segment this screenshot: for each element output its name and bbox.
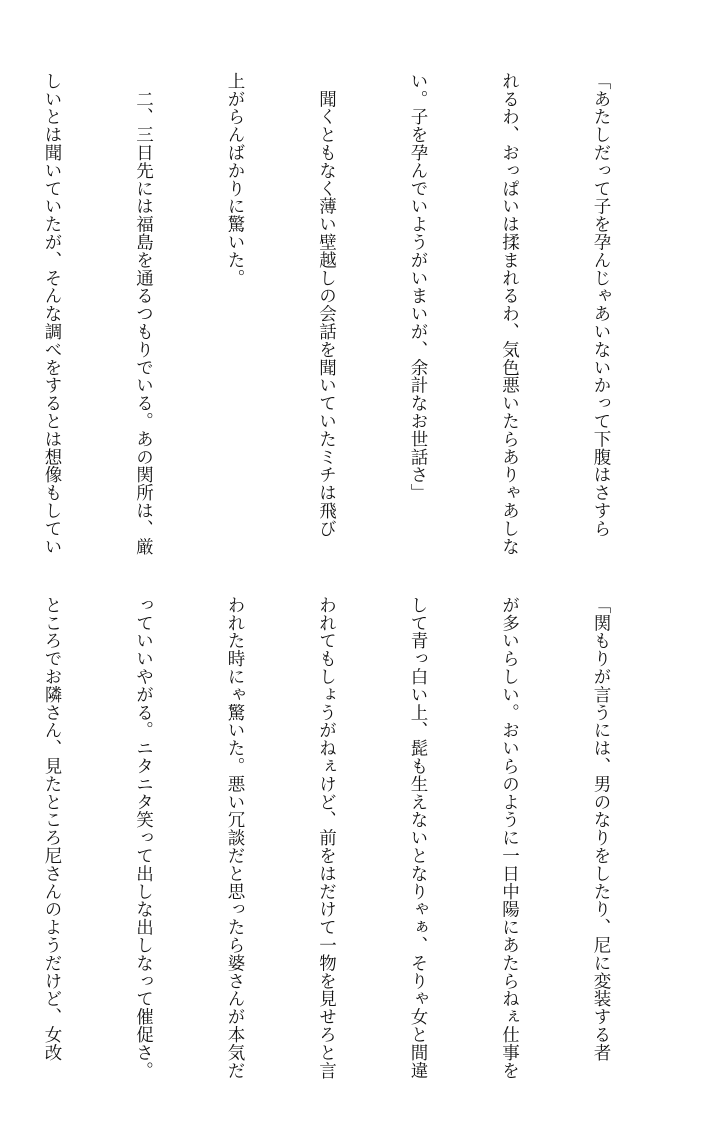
text-column: っていいやがる。ニタニタ笑って出しな出しなって催促さ。 bbox=[133, 596, 154, 1080]
text-column: われた時にゃ驚いた。悪い冗談だと思ったら婆さんが本気だ bbox=[225, 596, 245, 1080]
text-block-upper bbox=[17, 72, 677, 556]
text-column: われてもしょうがねぇけど、前をはだけて一物を見せろと言 bbox=[316, 596, 337, 1080]
text-column: 二、三日先には福島を通るつもりでいる。あの関所は、厳 bbox=[133, 72, 154, 556]
text-column: ところでお隣さん、見たところ尼さんのようだけど、女改 bbox=[42, 596, 62, 1062]
text-column: 上がらんばかりに驚いた。 bbox=[225, 72, 245, 287]
text-column: しいとは聞いていたが、そんな調べをするとは想像もしてい bbox=[42, 72, 62, 556]
text-column: 聞くともなく薄い壁越しの会話を聞いていたミチは飛び bbox=[316, 72, 337, 538]
text-column: 「関もりが言うには、男のなりをしたり、尼に変装する者 bbox=[591, 596, 611, 1062]
text-column: して青っ白い上、髭も生えないとなりゃぁ、そりゃ女と間違 bbox=[408, 596, 428, 1080]
text-column: 「あたしだって子を孕んじゃあいないかって下腹はさすら bbox=[591, 72, 611, 538]
text-block-lower bbox=[42, 596, 677, 1080]
text-column: が多いらしい。おいらのように一日中陽にあたらねぇ仕事を bbox=[499, 596, 520, 1080]
text-column: れるわ、おっぱいは揉まれるわ、気色悪いたらありゃあしな bbox=[499, 72, 520, 556]
text-column: い。子を孕んでいようがいまいが、余計なお世話さ」 bbox=[408, 72, 428, 502]
